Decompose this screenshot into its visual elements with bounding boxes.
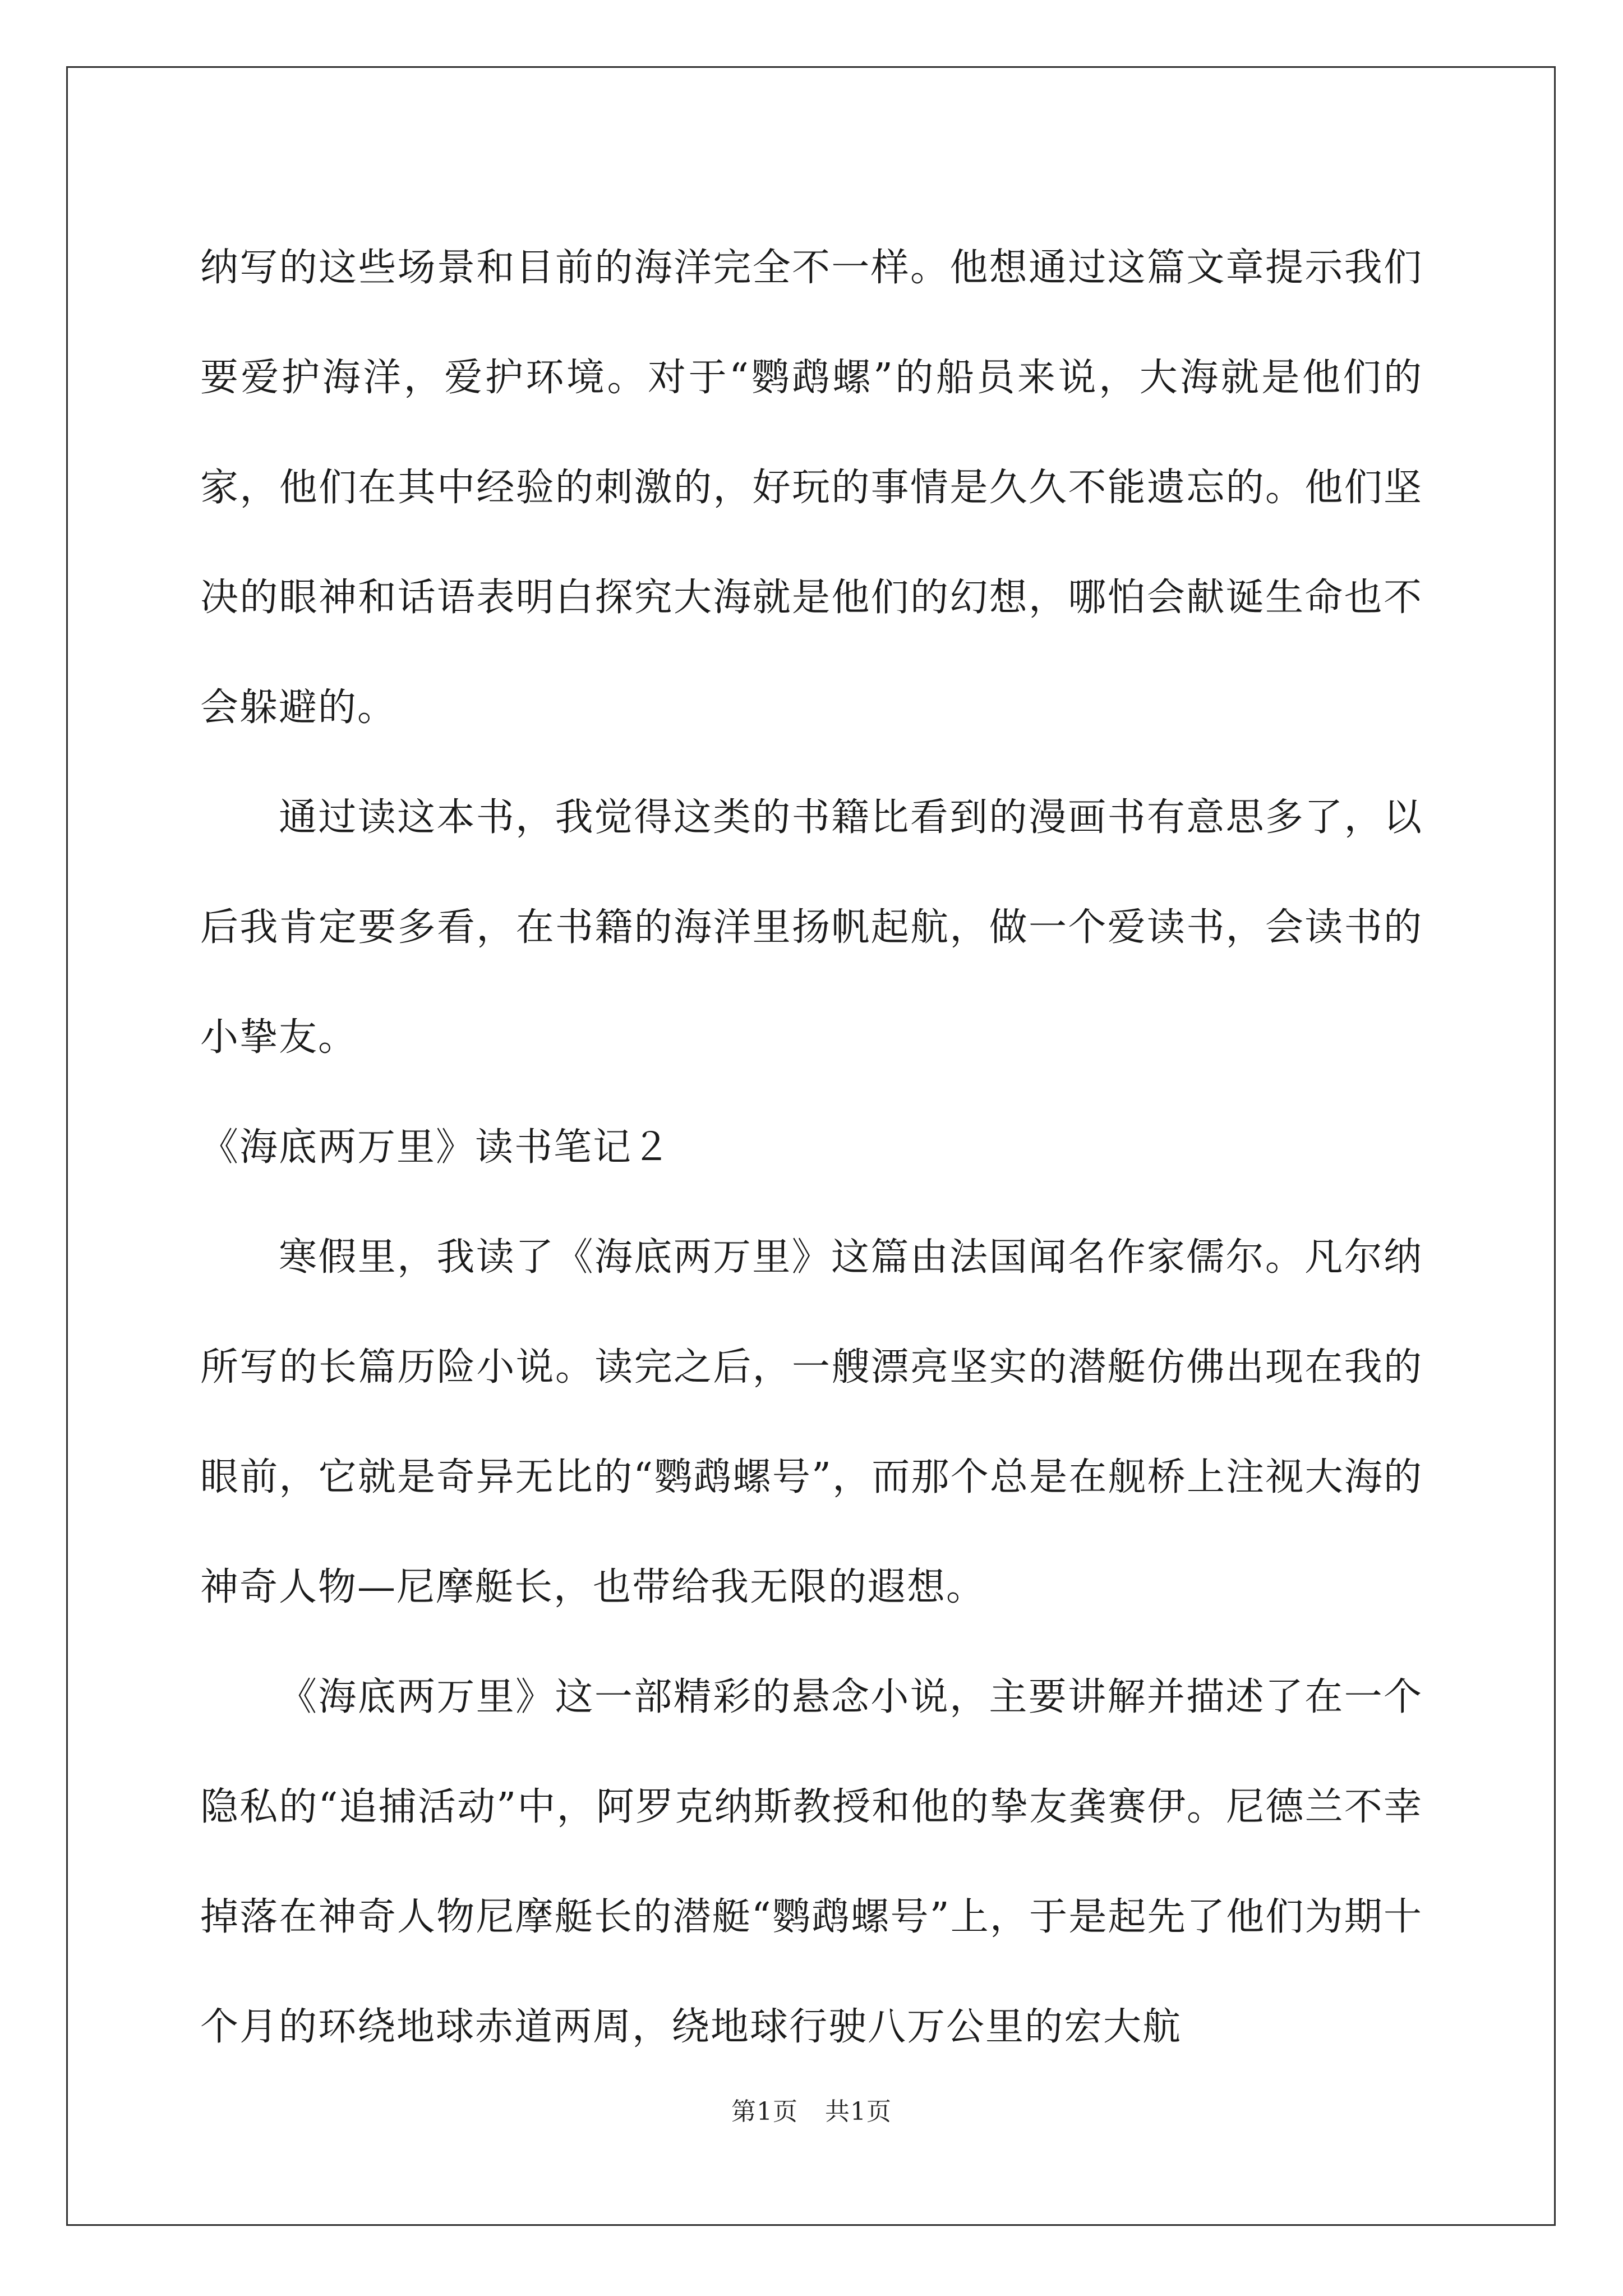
page-footer xyxy=(0,2091,1623,2127)
page-number: 第1页 xyxy=(731,2097,798,2126)
section-heading: 《海底两万里》读书笔记２ xyxy=(200,1125,672,1170)
paragraph-2: 通过读这本书，我觉得这类的书籍比看到的漫画书有意思多了，以后我肯定要多看，在书籍的海洋里扬帆起航，做一个爱读书，会读书的小挚友。 xyxy=(200,795,1423,1060)
paragraph-1: 纳写的这些场景和目前的海洋完全不一样。他想通过这篇文章提示我们要爱护海洋，爱护环境。对于“鹦鹉螺”的船员来说，大海就是他们的家，他们在其中经验的刺激的，好玩的事情是久久不能遗忘的。他们坚决的眼神和话语表明白探究大海就是他们的幻想，哪怕会献诞生命也不会躲避的。 xyxy=(200,246,1423,730)
document-body xyxy=(200,213,1423,2082)
paragraph-3: 寒假里，我读了《海底两万里》这篇由法国闻名作家儒尔。凡尔纳所写的长篇历险小说。读完之后，一艘漂亮坚实的潜艇仿佛出现在我的眼前，它就是奇异无比的“鹦鹉螺号”，而那个总是在舰桥上注视大海的神奇人物—尼摩艇长，也带给我无限的遐想。 xyxy=(200,1235,1423,1609)
page-total: 共1页 xyxy=(825,2097,892,2126)
paragraph-4: 《海底两万里》这一部精彩的悬念小说，主要讲解并描述了在一个隐私的“追捕活动”中，阿罗克纳斯教授和他的挚友龚赛伊。尼德兰不幸掉落在神奇人物尼摩艇长的潜艇“鹦鹉螺号”上，于是起先了他们为期十个月的环绕地球赤道两周，绕地球行驶八万公里的宏大航 xyxy=(200,1675,1423,2049)
